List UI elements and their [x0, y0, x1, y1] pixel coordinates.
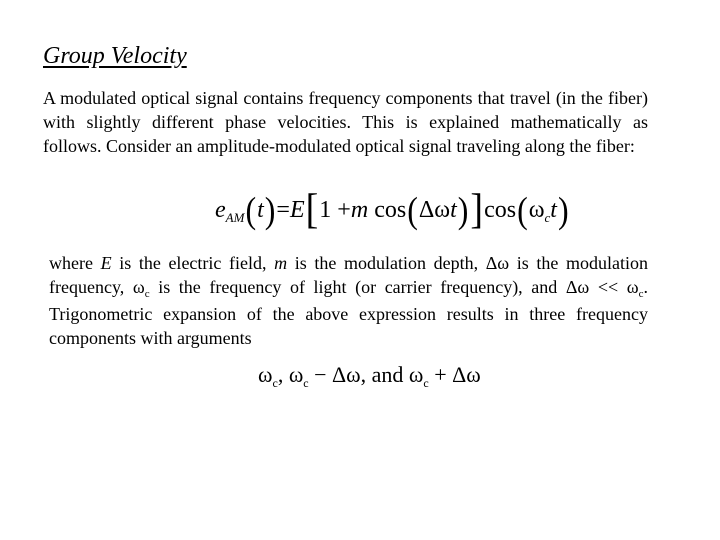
eq-m: m [350, 196, 369, 223]
arg-sub-1: c [272, 376, 278, 390]
eq-lhs-subscript: AM [225, 210, 245, 225]
eq-t2: t [550, 196, 557, 223]
p2-sub-2: c [638, 288, 644, 300]
eq-lhs-symbol: e [215, 196, 226, 223]
eq-t1: t [450, 196, 457, 223]
intro-paragraph: A modulated optical signal contains frequency components that travel (in the fiber) with slightly different phase velocities. This is explained mathematically as follows. Consider an amplitude-modulated optical signal traveling along the fiber: [43, 88, 648, 156]
p2-text-2: is the electric field, [111, 253, 275, 273]
p2-sub-1: c [144, 288, 150, 300]
eq-lhs-arg: t [257, 196, 264, 223]
eq-omega-sub: c [544, 210, 551, 225]
frequency-arguments [258, 362, 481, 388]
eq-one-plus: 1 + [319, 196, 351, 223]
p2-text-4: is the frequency of light (or carrier frequency), and Δω << ω [149, 277, 639, 297]
p2-E: E [100, 253, 112, 273]
eq-equals: = [276, 196, 290, 223]
am-signal-equation: e AM ( t ) = E [ 1 + m cos ( Δω t ) ] cos ( ω c t ) [215, 186, 569, 234]
arg-sub-2: c [303, 376, 309, 390]
eq-delta-omega: Δω [418, 196, 451, 223]
arg-sub-3: c [423, 376, 429, 390]
eq-cos2: cos [484, 196, 517, 223]
eq-cos1: cos [374, 196, 407, 223]
p2-m: m [274, 253, 288, 273]
arg-2: , ω [277, 362, 304, 387]
arg-4: + Δω [428, 362, 481, 387]
eq-amplitude: E [289, 196, 305, 223]
arg-3: − Δω, and ω [308, 362, 424, 387]
p2-text-1: where [49, 253, 101, 273]
p2-text-5: . Trigonometric expansion of the above expression results in three frequency components with arguments [49, 277, 648, 348]
eq-omega: ω [528, 196, 545, 223]
p2-text-3: is the modulation depth, Δω is the modulation frequency, ω [49, 253, 648, 297]
explanation-paragraph [49, 251, 648, 350]
slide-title: Group Velocity [43, 43, 187, 69]
arg-1: ω [258, 362, 273, 387]
